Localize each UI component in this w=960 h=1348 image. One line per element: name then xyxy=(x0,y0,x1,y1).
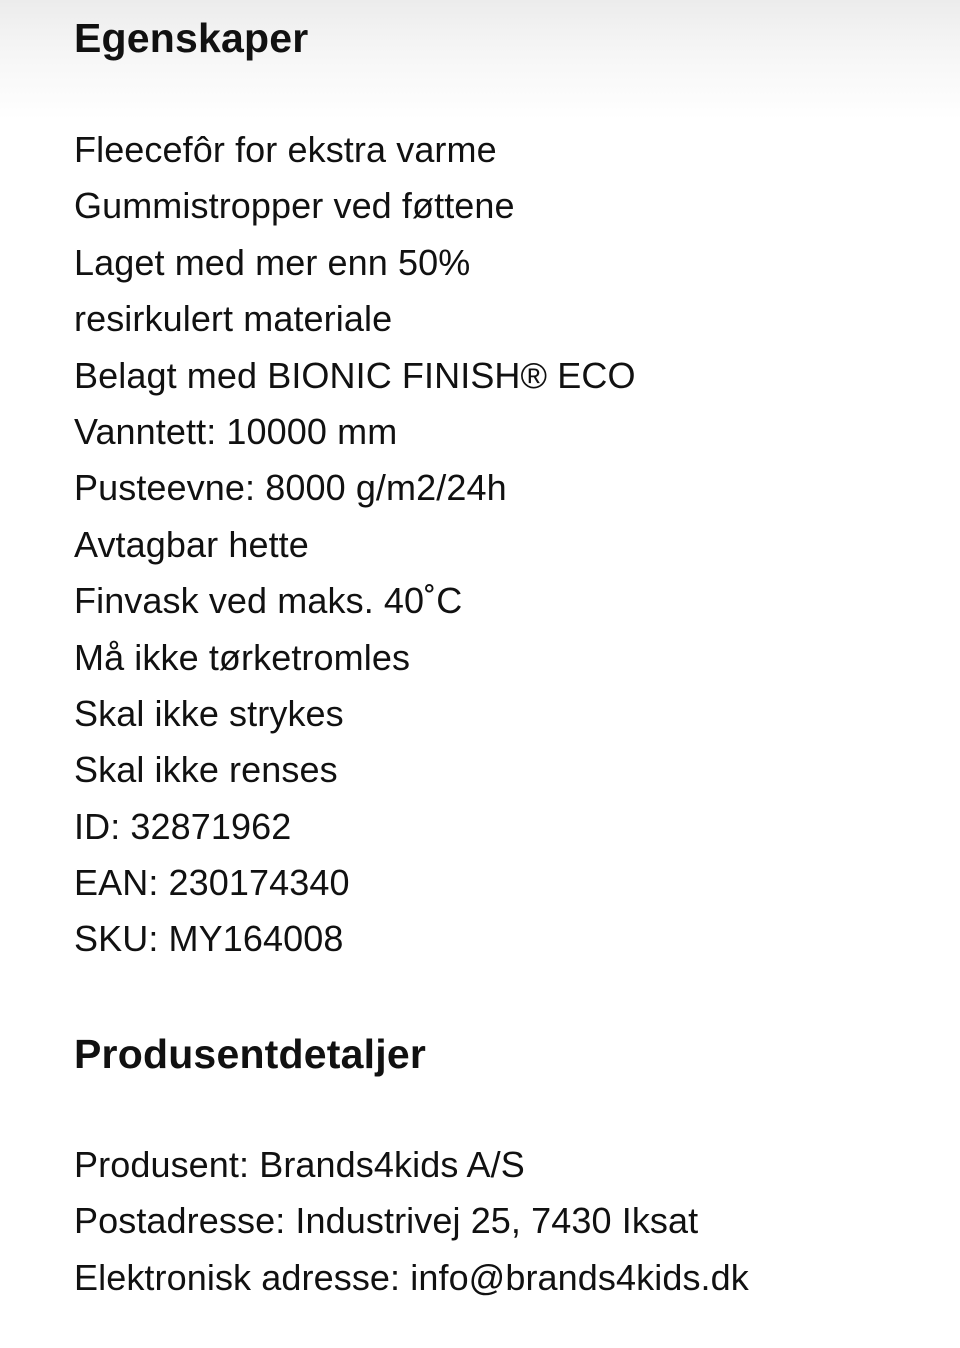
property-line: Vanntett: 10000 mm xyxy=(74,410,398,452)
property-line: Skal ikke renses xyxy=(74,749,338,791)
manufacturer-name: Produsent: Brands4kids A/S xyxy=(74,1144,525,1185)
properties-list xyxy=(74,122,636,968)
property-line: Fleecefôr for ekstra varme xyxy=(74,129,497,170)
property-line: Laget med mer enn 50% xyxy=(74,241,471,283)
property-line: resirkulert materiale xyxy=(74,298,393,340)
manufacturer-list xyxy=(74,1137,749,1306)
property-line: Avtagbar hette xyxy=(74,523,309,565)
property-line: Skal ikke strykes xyxy=(74,692,344,734)
manufacturer-email: Elektronisk adresse: info@brands4kids.dk xyxy=(74,1256,749,1298)
manufacturer-heading: Produsentdetaljer xyxy=(74,1031,426,1077)
property-line: Pusteevne: 8000 g/m2/24h xyxy=(74,467,507,509)
property-line: Finvask ved maks. 40˚C xyxy=(74,580,463,622)
product-sku: SKU: MY164008 xyxy=(74,918,344,960)
product-ean: EAN: 230174340 xyxy=(74,862,350,904)
product-id: ID: 32871962 xyxy=(74,805,292,847)
properties-heading: Egenskaper xyxy=(74,15,309,61)
manufacturer-address: Postadresse: Industrivej 25, 7430 Iksat xyxy=(74,1200,699,1242)
property-line: Belagt med BIONIC FINISH® ECO xyxy=(74,354,636,396)
property-line: Gummistropper ved føttene xyxy=(74,185,515,227)
property-line: Må ikke tørketromles xyxy=(74,636,411,678)
